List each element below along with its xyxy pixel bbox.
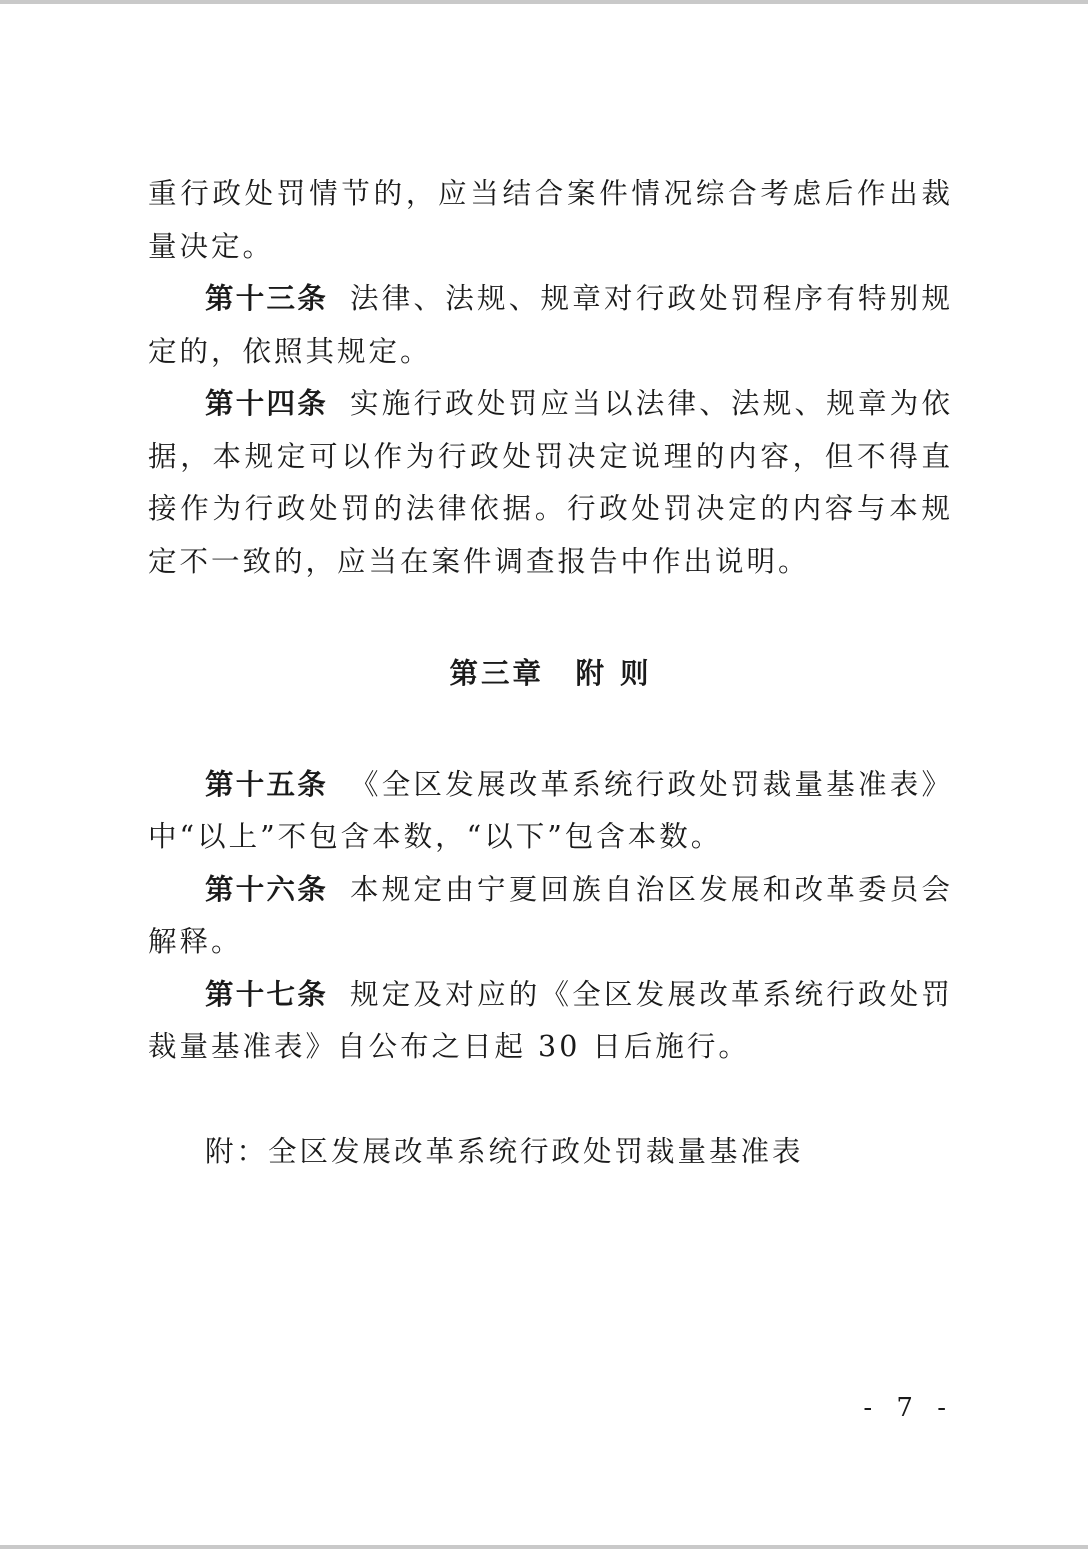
page-top-edge	[0, 0, 1088, 4]
article-15-heading: 第十五条	[205, 767, 328, 801]
article-16-heading: 第十六条	[205, 872, 328, 906]
page-bottom-edge	[0, 1545, 1088, 1549]
article-17	[148, 969, 953, 1074]
chapter-title: 第三章 附 则	[449, 657, 652, 690]
document-page	[148, 168, 953, 1178]
article-13	[148, 273, 953, 378]
article-17-heading: 第十七条	[205, 977, 328, 1011]
article-14-text: 实施行政处罚应当以法律、法规、规章为依据，本规定可以作为行政处罚决定说理的内容，但不得直接作为行政处罚的法律依据。行政处罚决定的内容与本规定不一致的，应当在案件调查报告中作出说明。	[148, 387, 953, 578]
article-13-heading: 第十三条	[205, 282, 328, 315]
article-14-heading: 第十四条	[205, 387, 328, 420]
article-16	[148, 864, 953, 969]
paragraph-text: 重行政处罚情节的，应当结合案件情况综合考虑后作出裁量决定。	[148, 177, 953, 263]
article-16-text: 本规定由宁夏回族自治区发展和改革委员会解释。	[148, 872, 953, 958]
article-14	[148, 378, 953, 588]
article-15-text: 《全区发展改革系统行政处罚裁量基准表》中“以上”不包含本数，“以下”包含本数。	[148, 767, 953, 853]
paragraph-continuation	[148, 168, 953, 273]
page-number: - 7 -	[863, 1393, 954, 1423]
article-15	[148, 759, 953, 864]
article-13-text: 法律、法规、规章对行政处罚程序有特别规定的，依照其规定。	[148, 282, 953, 368]
attachment-note: 附：全区发展改革系统行政处罚裁量基准表	[205, 1134, 804, 1168]
article-17-text: 规定及对应的《全区发展改革系统行政处罚裁量基准表》自公布之日起 30 日后施行。	[148, 977, 953, 1063]
